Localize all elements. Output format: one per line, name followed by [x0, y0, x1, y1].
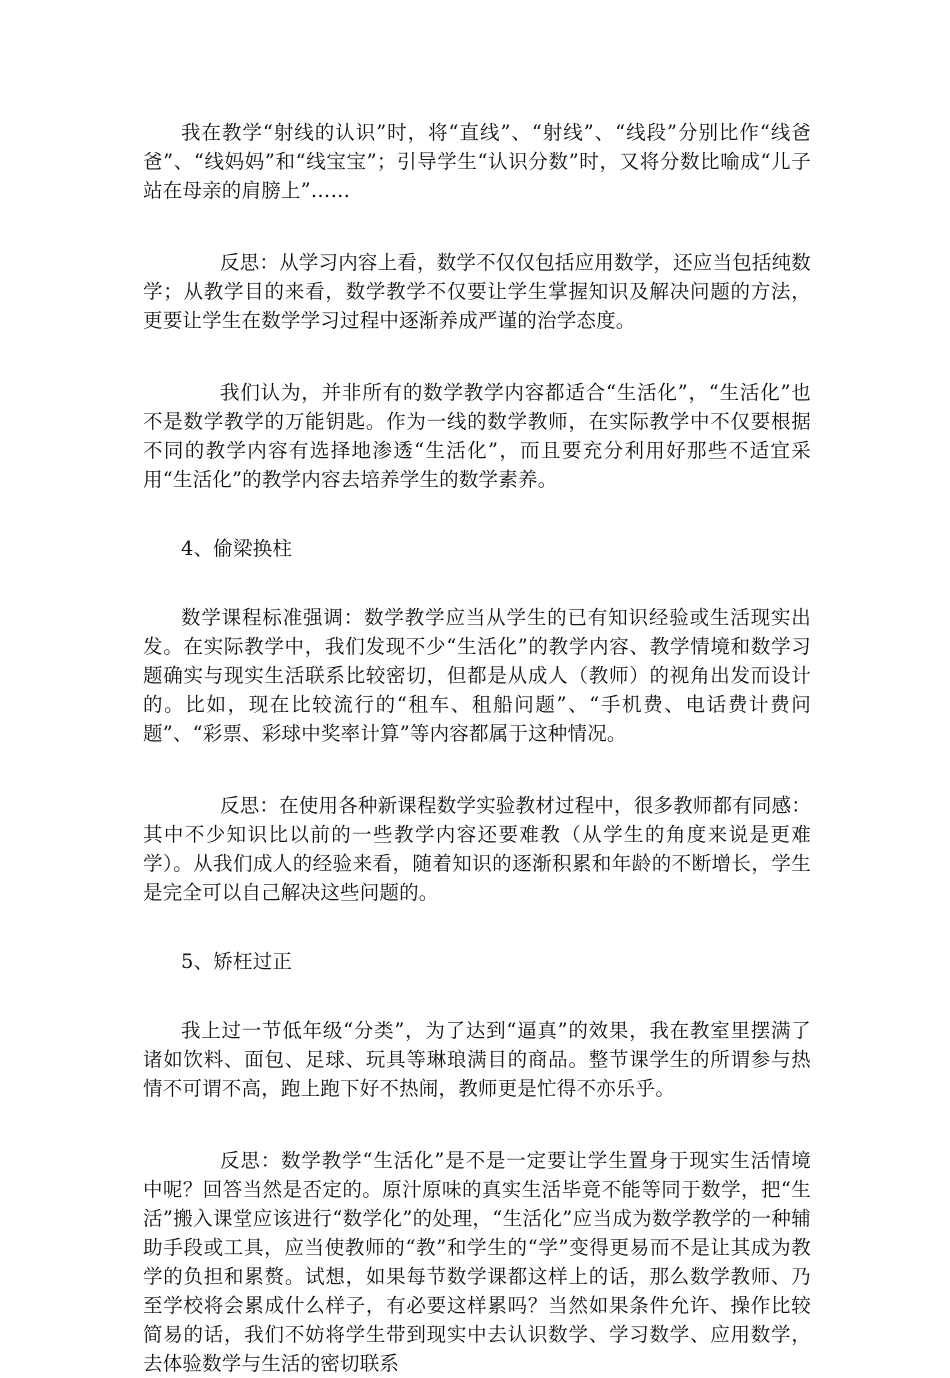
- paragraph-curriculum: 数学课程标准强调：数学教学应当从学生的已有知识经验或生活现实出发。在实际教学中，我们发现不少“生活化”的教学内容、教学情境和数学习题确实与现实生活联系比较密切，但都是从成人（教师）的视角出发而设计的。比如，现在比较流行的“租车、租船问题”、“手机费、电话费计费问题”、“彩票、彩球中奖率计算”等内容都属于这种情况。: [143, 606, 811, 745]
- paragraph-ray-example: 我在教学“射线的认识”时，将“直线”、“射线”、“线段”分别比作“线爸爸”、“线妈妈”和“线宝宝”；引导学生“认识分数”时，又将分数比喻成“儿子站在母亲的肩膀上”……: [143, 121, 811, 202]
- paragraph-opinion: 我们认为，并非所有的数学教学内容都适合“生活化”，“生活化”也不是数学教学的万能钥匙。作为一线的数学教师，在实际教学中不仅要根据不同的教学内容有选择地渗透“生活化”，而且要充分利用好那些不适宜采用“生活化”的教学内容去培养学生的数学素养。: [143, 381, 811, 491]
- document-body: [143, 118, 811, 1378]
- paragraph-classification-lesson: 我上过一节低年级“分类”，为了达到“逼真”的效果，我在教室里摆满了诸如饮料、面包、足球、玩具等琳琅满目的商品。整节课学生的所谓参与热情不可谓不高，跑上跑下好不热闹，教师更是忙得不亦乐乎。: [143, 1019, 811, 1100]
- paragraph-reflection-2: 反思：在使用各种新课程数学实验教材过程中，很多教师都有同感：其中不少知识比以前的一些教学内容还要难教（从学生的角度来说是更难学）。从我们成人的经验来看，随着知识的逐渐积累和年龄的不断增长，学生是完全可以自己解决这些问题的。: [143, 794, 812, 904]
- section-heading-4: 4、偷梁换柱: [181, 537, 293, 560]
- paragraph-reflection-1: 反思：从学习内容上看，数学不仅仅包括应用数学，还应当包括纯数学；从教学目的来看，数学教学不仅要让学生掌握知识及解决问题的方法，更要让学生在数学学习过程中逐渐养成严谨的治学态度。: [143, 251, 812, 332]
- section-heading-5: 5、矫枉过正: [181, 950, 293, 973]
- paragraph-reflection-3: 反思：数学教学“生活化”是不是一定要让学生置身于现实生活情境中呢？回答当然是否定的。原汁原味的真实生活毕竟不能等同于数学，把“生活”搬入课堂应该进行“数学化”的处理，“生活化”应当成为数学教学的一种辅助手段或工具，应当使教师的“教”和学生的“学”变得更易而不是让其成为教学的负担和累赘。试想，如果每节数学课都这样上的话，那么数学教师、乃至学校将会累成什么样子，有必要这样累吗？当然如果条件允许、操作比较简易的话，我们不妨将学生带到现实中去认识数学、学习数学、应用数学，去体验数学与生活的密切联系: [143, 1149, 811, 1375]
